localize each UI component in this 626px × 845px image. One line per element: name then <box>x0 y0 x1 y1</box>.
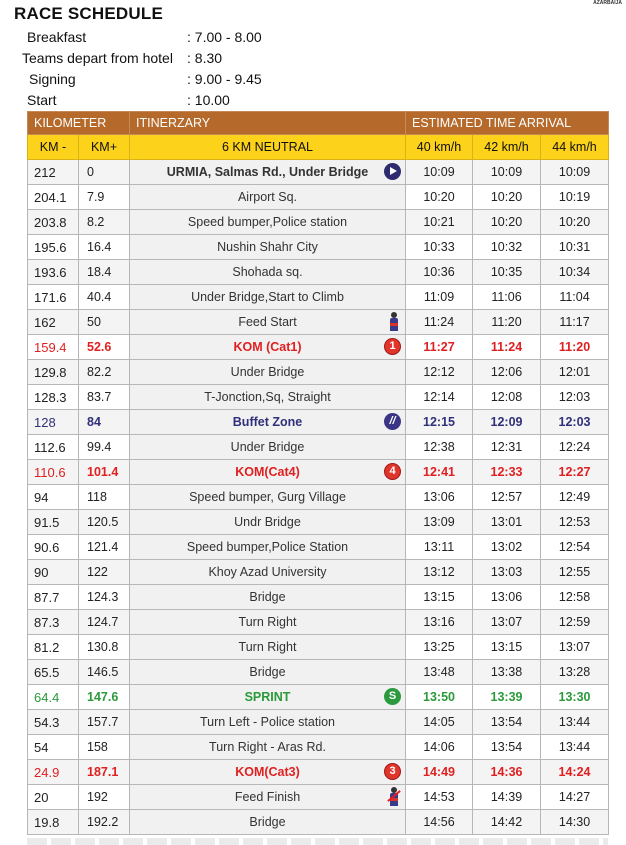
km-plus-cell: 121.4 <box>79 535 130 560</box>
eta-40-cell: 13:09 <box>406 510 473 535</box>
kom-cat1-icon: 1 <box>384 338 401 355</box>
eta-42-cell: 11:24 <box>473 335 541 360</box>
km-plus-cell: 157.7 <box>79 710 130 735</box>
eta-40-cell: 14:49 <box>406 760 473 785</box>
km-plus-cell: 83.7 <box>79 385 130 410</box>
eta-42-cell: 13:07 <box>473 610 541 635</box>
itinerary-cell <box>130 360 406 385</box>
itinerary-cell <box>130 685 406 710</box>
table-row <box>28 535 609 560</box>
eta-44-cell: 14:27 <box>541 785 609 810</box>
table-row <box>28 585 609 610</box>
table-row <box>28 485 609 510</box>
table-row <box>28 735 609 760</box>
eta-42-cell: 10:20 <box>473 210 541 235</box>
itinerary-label: T-Jonction,Sq, Straight <box>204 390 331 404</box>
eta-42-cell: 13:06 <box>473 585 541 610</box>
km-minus-cell: 54 <box>28 735 79 760</box>
itinerary-label: Turn Right - Aras Rd. <box>209 740 326 754</box>
itinerary-cell <box>130 735 406 760</box>
km-minus-cell: 110.6 <box>28 460 79 485</box>
itinerary-cell <box>130 385 406 410</box>
eta-40-cell: 13:15 <box>406 585 473 610</box>
km-minus-cell: 90.6 <box>28 535 79 560</box>
itinerary-label: KOM(Cat4) <box>235 465 300 479</box>
km-minus-cell: 203.8 <box>28 210 79 235</box>
km-plus-cell: 118 <box>79 485 130 510</box>
km-minus-cell: 212 <box>28 160 79 185</box>
header-neutral: 6 KM NEUTRAL <box>130 135 406 160</box>
eta-44-cell: 12:53 <box>541 510 609 535</box>
itinerary-cell <box>130 535 406 560</box>
sprint-icon: S <box>384 688 401 705</box>
eta-40-cell: 13:25 <box>406 635 473 660</box>
eta-44-cell: 13:44 <box>541 710 609 735</box>
eta-44-cell: 12:55 <box>541 560 609 585</box>
eta-40-cell: 10:21 <box>406 210 473 235</box>
itinerary-cell <box>130 285 406 310</box>
itinerary-label: Buffet Zone <box>232 415 303 429</box>
itinerary-cell <box>130 410 406 435</box>
itinerary-label: Nushin Shahr City <box>217 240 318 254</box>
km-plus-cell: 124.7 <box>79 610 130 635</box>
eta-44-cell: 14:30 <box>541 810 609 835</box>
itinerary-label: KOM (Cat1) <box>233 340 302 354</box>
eta-40-cell: 10:09 <box>406 160 473 185</box>
eta-44-cell: 12:03 <box>541 385 609 410</box>
itinerary-label: Bridge <box>249 665 286 679</box>
itinerary-cell <box>130 635 406 660</box>
eta-42-cell: 11:06 <box>473 285 541 310</box>
eta-42-cell: 12:09 <box>473 410 541 435</box>
km-minus-cell: 129.8 <box>28 360 79 385</box>
eta-42-cell: 10:20 <box>473 185 541 210</box>
itinerary-label: Turn Right <box>238 615 297 629</box>
eta-44-cell: 10:19 <box>541 185 609 210</box>
eta-42-cell: 14:42 <box>473 810 541 835</box>
eta-44-cell: 10:31 <box>541 235 609 260</box>
eta-40-cell: 14:05 <box>406 710 473 735</box>
km-plus-cell: 84 <box>79 410 130 435</box>
itinerary-cell <box>130 310 406 335</box>
km-plus-cell: 158 <box>79 735 130 760</box>
eta-44-cell: 11:17 <box>541 310 609 335</box>
km-minus-cell: 81.2 <box>28 635 79 660</box>
itinerary-label: Feed Finish <box>234 790 301 804</box>
eta-40-cell: 13:11 <box>406 535 473 560</box>
eta-40-cell: 12:14 <box>406 385 473 410</box>
info-label: Breakfast <box>27 29 87 45</box>
km-minus-cell: 159.4 <box>28 335 79 360</box>
eta-40-cell: 11:27 <box>406 335 473 360</box>
km-plus-cell: 147.6 <box>79 685 130 710</box>
table-row <box>28 235 609 260</box>
info-label: Start <box>27 92 57 108</box>
eta-42-cell: 12:57 <box>473 485 541 510</box>
itinerary-cell <box>130 160 406 185</box>
km-minus-cell: 195.6 <box>28 235 79 260</box>
itinerary-label: KOM(Cat3) <box>235 765 300 779</box>
itinerary-label: Khoy Azad University <box>208 565 327 579</box>
kom-cat4-icon: 4 <box>384 463 401 480</box>
play-icon <box>384 163 401 180</box>
itinerary-cell <box>130 710 406 735</box>
km-plus-cell: 122 <box>79 560 130 585</box>
eta-42-cell: 13:02 <box>473 535 541 560</box>
feed-start-icon <box>389 312 399 332</box>
km-plus-cell: 120.5 <box>79 510 130 535</box>
eta-42-cell: 14:39 <box>473 785 541 810</box>
itinerary-label: Turn Right <box>238 640 297 654</box>
eta-40-cell: 14:53 <box>406 785 473 810</box>
header-speed-40: 40 km/h <box>406 135 473 160</box>
itinerary-cell <box>130 485 406 510</box>
table-row <box>28 660 609 685</box>
table-row <box>28 160 609 185</box>
table-row <box>28 810 609 835</box>
km-minus-cell: 54.3 <box>28 710 79 735</box>
itinerary-label: Speed bumper, Gurg Village <box>189 490 346 504</box>
eta-44-cell: 13:44 <box>541 735 609 760</box>
itinerary-label: Airport Sq. <box>237 190 298 204</box>
km-minus-cell: 128.3 <box>28 385 79 410</box>
eta-40-cell: 12:15 <box>406 410 473 435</box>
table-row <box>28 510 609 535</box>
kom-cat3-icon: 3 <box>384 763 401 780</box>
eta-40-cell: 14:56 <box>406 810 473 835</box>
km-minus-cell: 112.6 <box>28 435 79 460</box>
itinerary-label: Under Bridge <box>230 440 305 454</box>
eta-44-cell: 12:03 <box>541 410 609 435</box>
table-row <box>28 760 609 785</box>
eta-40-cell: 12:41 <box>406 460 473 485</box>
itinerary-label: Feed Start <box>238 315 297 329</box>
eta-44-cell: 13:28 <box>541 660 609 685</box>
table-row <box>28 635 609 660</box>
eta-44-cell: 12:49 <box>541 485 609 510</box>
itinerary-label: Under Bridge,Start to Climb <box>191 290 344 304</box>
itinerary-cell <box>130 185 406 210</box>
itinerary-cell <box>130 785 406 810</box>
race-schedule-table <box>27 111 609 835</box>
km-minus-cell: 19.8 <box>28 810 79 835</box>
eta-40-cell: 10:20 <box>406 185 473 210</box>
eta-40-cell: 10:33 <box>406 235 473 260</box>
itinerary-cell <box>130 335 406 360</box>
table-row <box>28 685 609 710</box>
eta-42-cell: 13:15 <box>473 635 541 660</box>
eta-42-cell: 13:38 <box>473 660 541 685</box>
table-row <box>28 360 609 385</box>
km-plus-cell: 192.2 <box>79 810 130 835</box>
eta-44-cell: 10:09 <box>541 160 609 185</box>
info-value: : 9.00 - 9.45 <box>187 71 262 87</box>
footer-decoration <box>27 838 608 845</box>
eta-40-cell: 13:16 <box>406 610 473 635</box>
eta-44-cell: 10:34 <box>541 260 609 285</box>
eta-42-cell: 12:33 <box>473 460 541 485</box>
itinerary-cell <box>130 810 406 835</box>
km-minus-cell: 87.7 <box>28 585 79 610</box>
itinerary-cell <box>130 235 406 260</box>
buffet-zone-icon: // <box>384 413 401 430</box>
km-minus-cell: 162 <box>28 310 79 335</box>
header-speed-42: 42 km/h <box>473 135 541 160</box>
eta-42-cell: 13:03 <box>473 560 541 585</box>
km-plus-cell: 50 <box>79 310 130 335</box>
km-plus-cell: 82.2 <box>79 360 130 385</box>
table-row <box>28 610 609 635</box>
itinerary-label: SPRINT <box>244 690 291 704</box>
itinerary-label: URMIA, Salmas Rd., Under Bridge <box>166 165 369 179</box>
eta-42-cell: 13:01 <box>473 510 541 535</box>
itinerary-label: Turn Left - Police station <box>199 715 336 729</box>
itinerary-label: Bridge <box>249 590 286 604</box>
eta-44-cell: 12:24 <box>541 435 609 460</box>
info-value: : 10.00 <box>187 92 230 108</box>
header-row-groups <box>28 112 609 135</box>
km-minus-cell: 193.6 <box>28 260 79 285</box>
km-plus-cell: 187.1 <box>79 760 130 785</box>
itinerary-label: Bridge <box>249 815 286 829</box>
itinerary-cell <box>130 210 406 235</box>
eta-40-cell: 13:12 <box>406 560 473 585</box>
feed-finish-icon <box>389 787 399 807</box>
km-minus-cell: 64.4 <box>28 685 79 710</box>
table-row <box>28 710 609 735</box>
table-row <box>28 785 609 810</box>
table-row <box>28 185 609 210</box>
eta-44-cell: 13:07 <box>541 635 609 660</box>
itinerary-cell <box>130 660 406 685</box>
eta-44-cell: 11:20 <box>541 335 609 360</box>
itinerary-label: Speed bumper,Police Station <box>186 540 349 554</box>
eta-40-cell: 12:38 <box>406 435 473 460</box>
km-plus-cell: 7.9 <box>79 185 130 210</box>
info-label: Teams depart from hotel <box>22 50 173 66</box>
eta-44-cell: 10:20 <box>541 210 609 235</box>
itinerary-cell <box>130 585 406 610</box>
km-plus-cell: 146.5 <box>79 660 130 685</box>
eta-42-cell: 12:31 <box>473 435 541 460</box>
km-minus-cell: 171.6 <box>28 285 79 310</box>
eta-44-cell: 11:04 <box>541 285 609 310</box>
km-minus-cell: 204.1 <box>28 185 79 210</box>
header-km-minus: KM - <box>28 135 79 160</box>
header-eta: ESTIMATED TIME ARRIVAL <box>406 112 609 135</box>
km-plus-cell: 192 <box>79 785 130 810</box>
km-plus-cell: 130.8 <box>79 635 130 660</box>
km-plus-cell: 18.4 <box>79 260 130 285</box>
table-row <box>28 560 609 585</box>
organizer-logo: AZARBAIJA <box>593 0 622 6</box>
header-row-columns <box>28 135 609 160</box>
km-plus-cell: 52.6 <box>79 335 130 360</box>
itinerary-cell <box>130 560 406 585</box>
km-plus-cell: 99.4 <box>79 435 130 460</box>
header-itinerary: ITINERZARY <box>130 112 406 135</box>
km-plus-cell: 101.4 <box>79 460 130 485</box>
km-minus-cell: 87.3 <box>28 610 79 635</box>
eta-44-cell: 12:27 <box>541 460 609 485</box>
km-minus-cell: 24.9 <box>28 760 79 785</box>
eta-42-cell: 13:39 <box>473 685 541 710</box>
info-value: : 8.30 <box>187 50 223 66</box>
eta-40-cell: 14:06 <box>406 735 473 760</box>
table-row <box>28 285 609 310</box>
header-km-plus: KM+ <box>79 135 130 160</box>
itinerary-cell <box>130 760 406 785</box>
eta-44-cell: 12:58 <box>541 585 609 610</box>
table-row <box>28 310 609 335</box>
eta-44-cell: 14:24 <box>541 760 609 785</box>
eta-42-cell: 12:06 <box>473 360 541 385</box>
eta-42-cell: 13:54 <box>473 735 541 760</box>
km-minus-cell: 20 <box>28 785 79 810</box>
eta-42-cell: 10:35 <box>473 260 541 285</box>
eta-42-cell: 11:20 <box>473 310 541 335</box>
eta-40-cell: 11:24 <box>406 310 473 335</box>
page-title: RACE SCHEDULE <box>14 4 164 23</box>
info-value: : 7.00 - 8.00 <box>187 29 262 45</box>
table-row <box>28 435 609 460</box>
header-speed-44: 44 km/h <box>541 135 609 160</box>
eta-42-cell: 14:36 <box>473 760 541 785</box>
itinerary-label: Under Bridge <box>230 365 305 379</box>
eta-40-cell: 11:09 <box>406 285 473 310</box>
eta-42-cell: 13:54 <box>473 710 541 735</box>
schedule-rows <box>28 160 609 835</box>
itinerary-cell <box>130 510 406 535</box>
eta-42-cell: 12:08 <box>473 385 541 410</box>
eta-44-cell: 12:54 <box>541 535 609 560</box>
eta-44-cell: 12:59 <box>541 610 609 635</box>
table-row <box>28 335 609 360</box>
itinerary-label: Undr Bridge <box>234 515 301 529</box>
itinerary-cell <box>130 435 406 460</box>
itinerary-cell <box>130 610 406 635</box>
info-label: Signing <box>29 71 76 87</box>
km-plus-cell: 40.4 <box>79 285 130 310</box>
eta-40-cell: 13:50 <box>406 685 473 710</box>
km-minus-cell: 94 <box>28 485 79 510</box>
km-minus-cell: 128 <box>28 410 79 435</box>
table-row <box>28 460 609 485</box>
eta-44-cell: 13:30 <box>541 685 609 710</box>
eta-44-cell: 12:01 <box>541 360 609 385</box>
itinerary-cell <box>130 260 406 285</box>
km-plus-cell: 8.2 <box>79 210 130 235</box>
eta-40-cell: 12:12 <box>406 360 473 385</box>
km-plus-cell: 124.3 <box>79 585 130 610</box>
itinerary-label: Shohada sq. <box>232 265 303 279</box>
km-minus-cell: 91.5 <box>28 510 79 535</box>
eta-40-cell: 10:36 <box>406 260 473 285</box>
km-plus-cell: 0 <box>79 160 130 185</box>
eta-42-cell: 10:32 <box>473 235 541 260</box>
km-minus-cell: 65.5 <box>28 660 79 685</box>
eta-40-cell: 13:06 <box>406 485 473 510</box>
eta-40-cell: 13:48 <box>406 660 473 685</box>
itinerary-cell <box>130 460 406 485</box>
header-kilometer: KILOMETER <box>28 112 130 135</box>
eta-42-cell: 10:09 <box>473 160 541 185</box>
km-minus-cell: 90 <box>28 560 79 585</box>
itinerary-label: Speed bumper,Police station <box>187 215 348 229</box>
table-row <box>28 385 609 410</box>
table-row <box>28 260 609 285</box>
table-row <box>28 410 609 435</box>
km-plus-cell: 16.4 <box>79 235 130 260</box>
table-row <box>28 210 609 235</box>
